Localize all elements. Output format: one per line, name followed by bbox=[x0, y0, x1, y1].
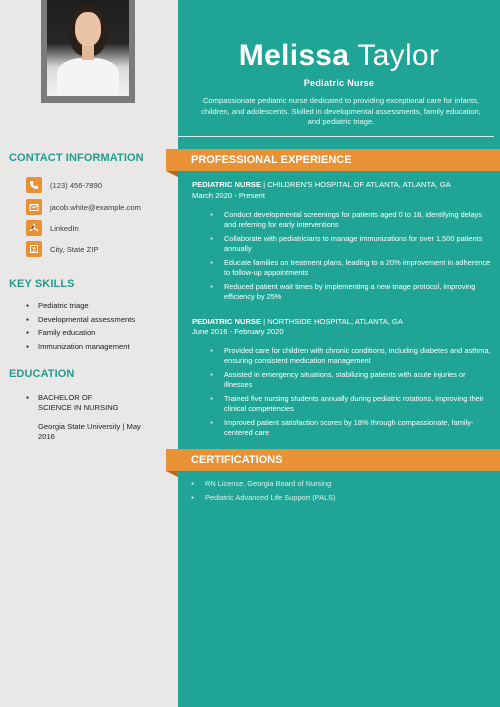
header-divider bbox=[178, 136, 494, 137]
list-item: ● Collaborate with pediatricians to manage immunizations for over 1,500 patients annually bbox=[205, 234, 493, 254]
list-item: ● Reduced patient wait times by implementing a new triage protocol, improving efficiency by 25% bbox=[205, 282, 493, 302]
list-item: ● Immunization management bbox=[9, 342, 135, 356]
list-item: ● Family education bbox=[9, 328, 135, 342]
school: Georgia State University | May 2016 bbox=[38, 422, 141, 441]
list-item: ● Developmental assessments bbox=[9, 315, 135, 329]
job-bullets-2 bbox=[205, 346, 493, 442]
summary: Compassionate pediatric nurse dedicated to providing exceptional care for infants, children, and adolescents. Skilled in developmental assessments, family education, and pediatric triage. bbox=[201, 96, 481, 126]
skills-list bbox=[9, 301, 135, 356]
profile-photo bbox=[47, 0, 129, 96]
contact-phone bbox=[26, 177, 102, 193]
location-icon bbox=[26, 241, 42, 257]
job-dates-1: March 2020 - Present bbox=[192, 191, 266, 200]
linkedin-text[interactable]: LinkedIn bbox=[50, 223, 79, 233]
education-entry bbox=[9, 393, 169, 442]
job-role: Pediatric Nurse bbox=[303, 78, 375, 88]
phone-icon bbox=[26, 177, 42, 193]
contact-email[interactable] bbox=[26, 199, 141, 215]
list-item: ● Trained five nursing students annually during pediatric rotations, improving their clinical competencies bbox=[205, 394, 493, 414]
job-title-2: PEDIATRIC NURSE | NORTHSIDE HOSPITAL, ATLANTA, GA bbox=[192, 317, 403, 326]
certifications-list bbox=[186, 479, 486, 507]
candidate-name bbox=[178, 38, 500, 74]
email-text[interactable]: jacob.white@example.com bbox=[50, 202, 141, 212]
first-name: Melissa bbox=[238, 39, 350, 72]
linkedin-icon bbox=[26, 220, 42, 236]
experience-heading: PROFESSIONAL EXPERIENCE bbox=[166, 149, 500, 171]
phone-text: (123) 456-7890 bbox=[50, 180, 102, 190]
certifications-heading: CERTIFICATIONS bbox=[166, 449, 500, 471]
skills-heading: KEY SKILLS bbox=[9, 278, 75, 290]
list-item: ● Provided care for children with chronic conditions, including diabetes and asthma, ensuring consistent medication management bbox=[205, 346, 493, 366]
list-item: ● Improved patient satisfaction scores by 18% through compassionate, family-centered care bbox=[205, 418, 493, 438]
job-bullets-1 bbox=[205, 210, 493, 306]
profile-photo-frame bbox=[41, 0, 135, 103]
contact-location bbox=[26, 241, 98, 257]
last-name: Taylor bbox=[357, 39, 440, 72]
list-item: ● Conduct developmental screenings for patients aged 0 to 18, identifying delays and referring for early interventions bbox=[205, 210, 493, 230]
list-item: ● Pediatric Advanced Life Support (PALS) bbox=[186, 493, 486, 503]
list-item: ● RN License, Georgia Board of Nursing bbox=[186, 479, 486, 489]
email-icon bbox=[26, 199, 42, 215]
list-item: ● Pediatric triage bbox=[9, 301, 135, 315]
list-item: ● Educate families on treatment plans, leading to a 20% improvement in adherence to follow-up appointments bbox=[205, 258, 493, 278]
education-heading: EDUCATION bbox=[9, 368, 75, 380]
list-item: ● Assisted in emergency situations, stabilizing patients with acute injuries or illnesses bbox=[205, 370, 493, 390]
job-dates-2: June 2016 - February 2020 bbox=[192, 327, 284, 336]
degree: ● BACHELOR OF SCIENCE IN NURSING bbox=[9, 393, 128, 413]
location-text: City, State ZIP bbox=[50, 244, 99, 254]
job-title-1: PEDIATRIC NURSE | CHILDREN'S HOSPITAL OF ATLANTA, ATLANTA, GA bbox=[192, 180, 451, 189]
contact-heading: CONTACT INFORMATION bbox=[9, 152, 144, 164]
contact-linkedin[interactable] bbox=[26, 220, 79, 236]
